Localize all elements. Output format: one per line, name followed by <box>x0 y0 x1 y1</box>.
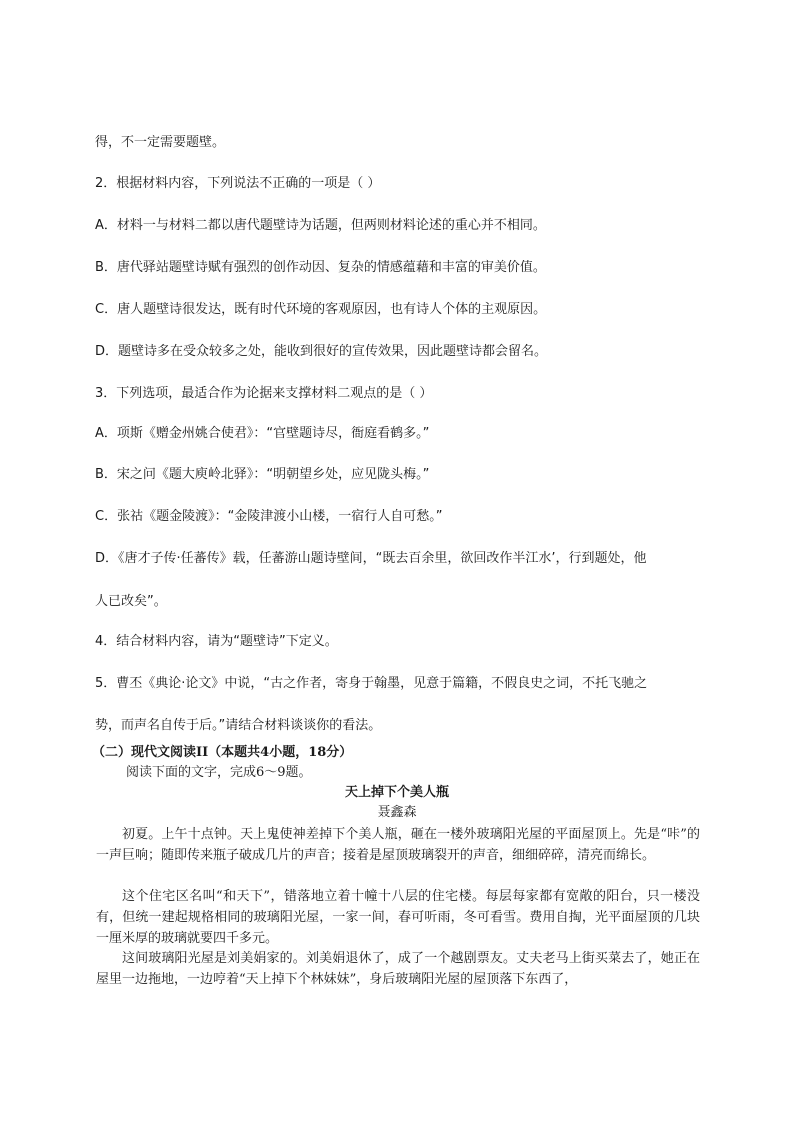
question-5-line1: 5．曹丕《典论·论文》中说，“古之作者，寄身于翰墨，见意于篇籍，不假良史之词，不托飞驰之 <box>95 676 648 691</box>
story-paragraph: 初夏。上午十点钟。天上鬼使神差掉下个美人瓶，砸在一楼外玻璃阳光屋的平面屋顶上。先是“咔”的一声巨响；随即传来瓶子破成几片的声音；接着是屋顶玻璃裂开的声音，细细碎碎，清亮而绵长。 <box>96 827 700 863</box>
story-paragraph: 这个住宅区名叫“和天下”，错落地立着十幢十八层的住宅楼。每层每家都有宽敞的阳台，只一楼没有，但统一建起规格相同的玻璃阳光屋，一家一间，春可听雨，冬可看雪。费用自掏，光平面屋顶的几块一厘米厚的玻璃就要四千多元。 <box>96 889 700 946</box>
option-2b: B．唐代驿站题壁诗赋有强烈的创作动因、复杂的情感蕴藉和丰富的审美价值。 <box>95 260 546 275</box>
question-3: 3．下列选项，最适合作为论据来支撑材料二观点的是（ ） <box>95 386 433 401</box>
text-line: 得，不一定需要题壁。 <box>95 135 226 150</box>
option-3c: C．张祜《题金陵渡》：“金陵津渡小山楼，一宿行人自可愁。” <box>95 509 443 524</box>
option-2d: D．题壁诗多在受众较多之处，能收到很好的宣传效果，因此题壁诗都会留名。 <box>95 344 548 359</box>
option-2c: C．唐人题壁诗很发达，既有时代环境的客观原因，也有诗人个体的主观原因。 <box>95 302 547 317</box>
question-4: 4．结合材料内容，请为“题壁诗”下定义。 <box>95 634 338 649</box>
option-3d-line1: D．《唐才子传·任蕃传》载，任蕃游山题诗壁间，“既去百余里，欲回改作半江水’，行到题处，他 <box>95 551 647 566</box>
question-5-line2: 势，而声名自传于后。”请结合材料谈谈你的看法。 <box>95 718 382 733</box>
question-2: 2．根据材料内容，下列说法不正确的一项是（ ） <box>95 176 381 191</box>
option-2a: A．材料一与材料二都以唐代题壁诗为话题，但两则材料论述的重心并不相同。 <box>95 218 546 233</box>
story-paragraph: 这间玻璃阳光屋是刘美娟家的。刘美娟退休了，成了一个越剧票友。丈夫老马上街买菜去了，她正在屋里一边拖地，一边哼着“天上掉下个林妹妹”，身后玻璃阳光屋的屋顶落下东西了， <box>96 951 700 987</box>
story-author: 聂鑫森 <box>377 805 417 820</box>
section-heading: （二）现代文阅读II（本题共4小题，18分） <box>92 745 353 760</box>
option-3b: B．宋之问《题大庾岭北驿》：“明朝望乡处，应见陇头梅。” <box>95 467 430 482</box>
option-3a: A．项斯《赠金州姚合使君》：“官壁题诗尽，衙庭看鹤多。” <box>95 426 430 441</box>
option-3d-line2: 人已改矣”。 <box>95 594 167 609</box>
instruction-text: 阅读下面的文字，完成6～9题。 <box>126 765 312 780</box>
story-title: 天上掉下个美人瓶 <box>344 785 449 800</box>
